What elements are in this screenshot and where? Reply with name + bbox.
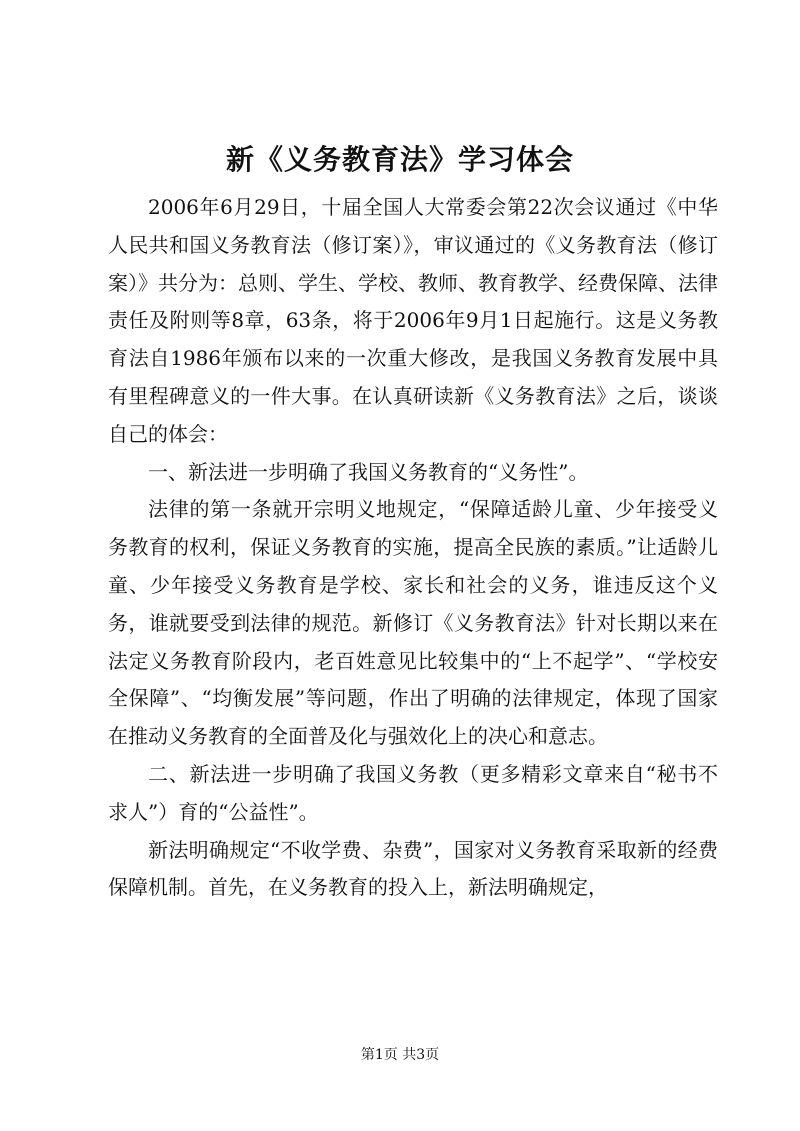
document-title: 新《义务教育法》学习体会 <box>225 143 574 176</box>
page-number: 第1页 共3页 <box>360 1047 440 1063</box>
paragraph-heading-1: 一、新法进一步明确了我国义务教育的“义务性”。 <box>148 459 589 484</box>
paragraph-section-2: 新法明确规定“不收学费、杂费”，国家对义务教育采取新的经费保障机制。首先，在义务教育的投入上，新法明确规定， <box>108 837 718 900</box>
paragraph-section-1: 法律的第一条就开宗明义地规定，“保障适龄儿童、少年接受义务教育的权利，保证义务教育的实施，提高全民族的素质。”让适龄儿童、少年接受义务教育是学校、家长和社会的义务，谁违反这个义务，谁就要受到法律的规范。新修订《义务教育法》针对长期以来在法定义务教育阶段内，老百姓意见比较集中的“上不起学”、“学校安全保障”、“均衡发展”等问题，作出了明确的法律规定，体现了国家在推动义务教育的全面普及化与强效化上的决心和意志。 <box>108 497 718 749</box>
document-body <box>108 189 718 907</box>
paragraph-heading-2: 二、新法进一步明确了我国义务教（更多精彩文章来自“秘书不求人”）育的“公益性”。 <box>108 761 718 824</box>
paragraph-intro: 2006年6月29日，十届全国人大常委会第22次会议通过《中华人民共和国义务教育法（修订案）》，审议通过的《义务教育法（修订案）》共分为：总则、学生、学校、教师、教育教学、经费保障、法律责任及附则等8章，63条，将于2006年9月1日起施行。这是义务教育法自1986年颁布以来的一次重大修改，是我国义务教育发展中具有里程碑意义的一件大事。在认真研读新《义务教育法》之后，谈谈自己的体会： <box>108 195 718 446</box>
